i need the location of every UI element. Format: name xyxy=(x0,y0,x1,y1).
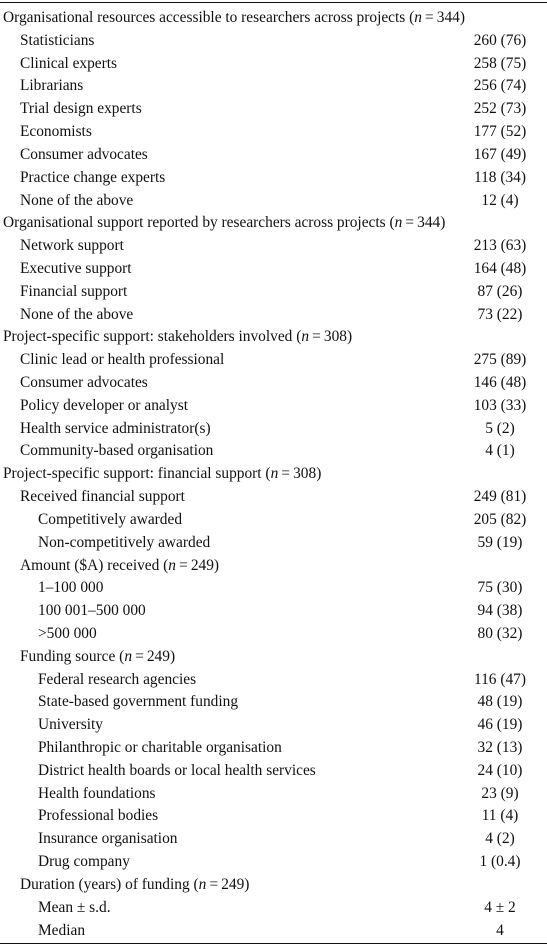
table-row xyxy=(0,828,547,851)
row-value: 75 (30) xyxy=(477,579,523,597)
row-value: 256 (74) xyxy=(473,77,527,95)
table-row xyxy=(0,281,547,304)
row-label: Librarians xyxy=(20,77,84,95)
table-row xyxy=(0,53,547,76)
row-value: 23 (9) xyxy=(481,784,519,802)
n-value: = 308) xyxy=(309,328,353,346)
subsection-header-row xyxy=(0,555,547,578)
table-row xyxy=(0,372,547,395)
n-value: = 344) xyxy=(402,214,446,232)
row-label: Policy developer or analyst xyxy=(20,396,188,414)
n-value: = 249) xyxy=(132,647,176,665)
row-label: Executive support xyxy=(20,259,132,277)
row-label: Professional bodies xyxy=(38,807,159,825)
row-value: 1 (0.4) xyxy=(479,853,521,871)
n-value: = 249) xyxy=(176,556,220,574)
section-header-row xyxy=(0,212,547,235)
row-value: 24 (10) xyxy=(477,761,523,779)
row-value: 146 (48) xyxy=(473,374,527,391)
row-label: 1–100 000 xyxy=(38,579,104,597)
row-value: 94 (38) xyxy=(477,602,523,620)
row-label: District health boards or local health services xyxy=(38,761,316,779)
row-value: 164 (48) xyxy=(473,259,527,277)
row-label: Organisational support reported by researchers across projects (n = 344) xyxy=(3,214,446,232)
row-label: Funding source (n = 249) xyxy=(20,647,176,665)
row-label: Non-competitively awarded xyxy=(38,533,211,551)
section-header-row xyxy=(0,326,547,349)
row-label: Community-based organisation xyxy=(20,442,214,460)
table-row xyxy=(0,167,547,190)
row-value: 252 (73) xyxy=(473,100,527,118)
table-row xyxy=(0,121,547,144)
row-value: 32 (13) xyxy=(477,739,523,756)
subsection-header-row xyxy=(0,874,547,897)
row-value: 4 ± 2 xyxy=(484,898,516,916)
row-label: Amount ($A) received (n = 249) xyxy=(20,556,220,574)
n-symbol: n xyxy=(124,647,133,665)
n-symbol: n xyxy=(301,328,310,346)
row-label: Trial design experts xyxy=(20,100,142,118)
row-label: University xyxy=(38,716,103,734)
row-value: 4 xyxy=(496,921,504,939)
table-bottom-rule xyxy=(0,943,547,944)
table-row xyxy=(0,509,547,532)
table-row xyxy=(0,98,547,121)
table-row xyxy=(0,577,547,600)
row-label: Organisational resources accessible to researchers across projects (n = 344) xyxy=(3,9,466,26)
table-row xyxy=(0,440,547,463)
row-label: >500 000 xyxy=(38,624,97,642)
row-label: Clinic lead or health professional xyxy=(20,351,225,369)
row-value: 103 (33) xyxy=(473,396,527,414)
row-label: Federal research agencies xyxy=(38,670,197,688)
row-label: None of the above xyxy=(20,191,134,209)
table-row xyxy=(0,235,547,258)
table-body xyxy=(0,7,547,942)
row-value: 59 (19) xyxy=(477,533,523,551)
table-row xyxy=(0,418,547,441)
row-value: 4 (2) xyxy=(485,830,515,848)
table-row xyxy=(0,691,547,714)
row-label: Insurance organisation xyxy=(38,830,178,848)
row-label: State-based government funding xyxy=(38,693,239,711)
n-symbol: n xyxy=(270,465,279,483)
table-row xyxy=(0,30,547,53)
row-value: 48 (19) xyxy=(477,693,523,711)
row-value: 249 (81) xyxy=(473,488,527,506)
row-label: Economists xyxy=(20,123,92,141)
row-value: 46 (19) xyxy=(477,716,523,734)
table-row xyxy=(0,75,547,98)
row-value: 80 (32) xyxy=(477,624,523,642)
table-row xyxy=(0,144,547,167)
row-label: Median xyxy=(38,921,86,939)
table-row xyxy=(0,805,547,828)
section-header-row xyxy=(0,463,547,486)
table-row xyxy=(0,760,547,783)
row-value: 205 (82) xyxy=(473,510,527,528)
row-label: Received financial support xyxy=(20,488,185,506)
row-label: Philanthropic or charitable organisation xyxy=(38,739,282,756)
row-value: 260 (76) xyxy=(473,31,527,49)
n-symbol: n xyxy=(198,875,207,893)
row-label: Consumer advocates xyxy=(20,145,148,163)
n-value: = 249) xyxy=(206,875,250,893)
table-row xyxy=(0,920,547,943)
n-value: = 308) xyxy=(278,465,322,483)
row-value: 5 (2) xyxy=(485,419,515,437)
row-value: 118 (34) xyxy=(473,168,526,186)
section-header-row xyxy=(0,7,547,30)
table-row xyxy=(0,714,547,737)
row-value: 11 (4) xyxy=(481,807,519,825)
row-label: Mean ± s.d. xyxy=(38,898,111,916)
row-value: 4 (1) xyxy=(485,442,515,460)
row-label: None of the above xyxy=(20,305,134,323)
n-symbol: n xyxy=(168,556,176,574)
row-value: 12 (4) xyxy=(481,191,519,209)
row-label: Statisticians xyxy=(20,31,95,49)
row-value: 213 (63) xyxy=(473,237,527,255)
table-row xyxy=(0,623,547,646)
row-label: Project-specific support: financial support (n = 308) xyxy=(3,465,322,483)
table-row xyxy=(0,851,547,874)
row-label: Competitively awarded xyxy=(38,510,183,528)
row-label: Consumer advocates xyxy=(20,374,148,391)
table-row xyxy=(0,304,547,327)
n-symbol: n xyxy=(414,9,422,26)
row-label: Duration (years) of funding (n = 249) xyxy=(20,875,250,893)
table-row xyxy=(0,486,547,509)
table-row xyxy=(0,600,547,623)
table-row xyxy=(0,532,547,555)
row-value: 87 (26) xyxy=(477,282,523,300)
row-label: Drug company xyxy=(38,853,130,871)
table-row xyxy=(0,395,547,418)
table-row xyxy=(0,669,547,692)
row-label: Practice change experts xyxy=(20,168,166,186)
row-label: Clinical experts xyxy=(20,54,118,72)
table-row xyxy=(0,783,547,806)
row-label: Project-specific support: stakeholders involved (n = 308) xyxy=(3,328,353,346)
row-value: 116 (47) xyxy=(473,670,526,688)
table-row xyxy=(0,349,547,372)
row-label: 100 001–500 000 xyxy=(38,602,146,620)
table-row xyxy=(0,897,547,920)
row-value: 167 (49) xyxy=(473,145,527,163)
n-value: = 344) xyxy=(421,9,466,26)
n-symbol: n xyxy=(394,214,403,232)
table-row xyxy=(0,258,547,281)
row-label: Health service administrator(s) xyxy=(20,419,211,437)
row-value: 73 (22) xyxy=(477,305,523,323)
table-row xyxy=(0,190,547,213)
row-value: 177 (52) xyxy=(473,123,527,141)
row-label: Network support xyxy=(20,237,124,255)
table-row xyxy=(0,737,547,760)
row-label: Financial support xyxy=(20,282,128,300)
subsection-header-row xyxy=(0,646,547,669)
row-value: 275 (89) xyxy=(473,351,527,369)
row-label: Health foundations xyxy=(38,784,156,802)
table-top-rule xyxy=(0,2,547,3)
row-value: 258 (75) xyxy=(473,54,527,72)
